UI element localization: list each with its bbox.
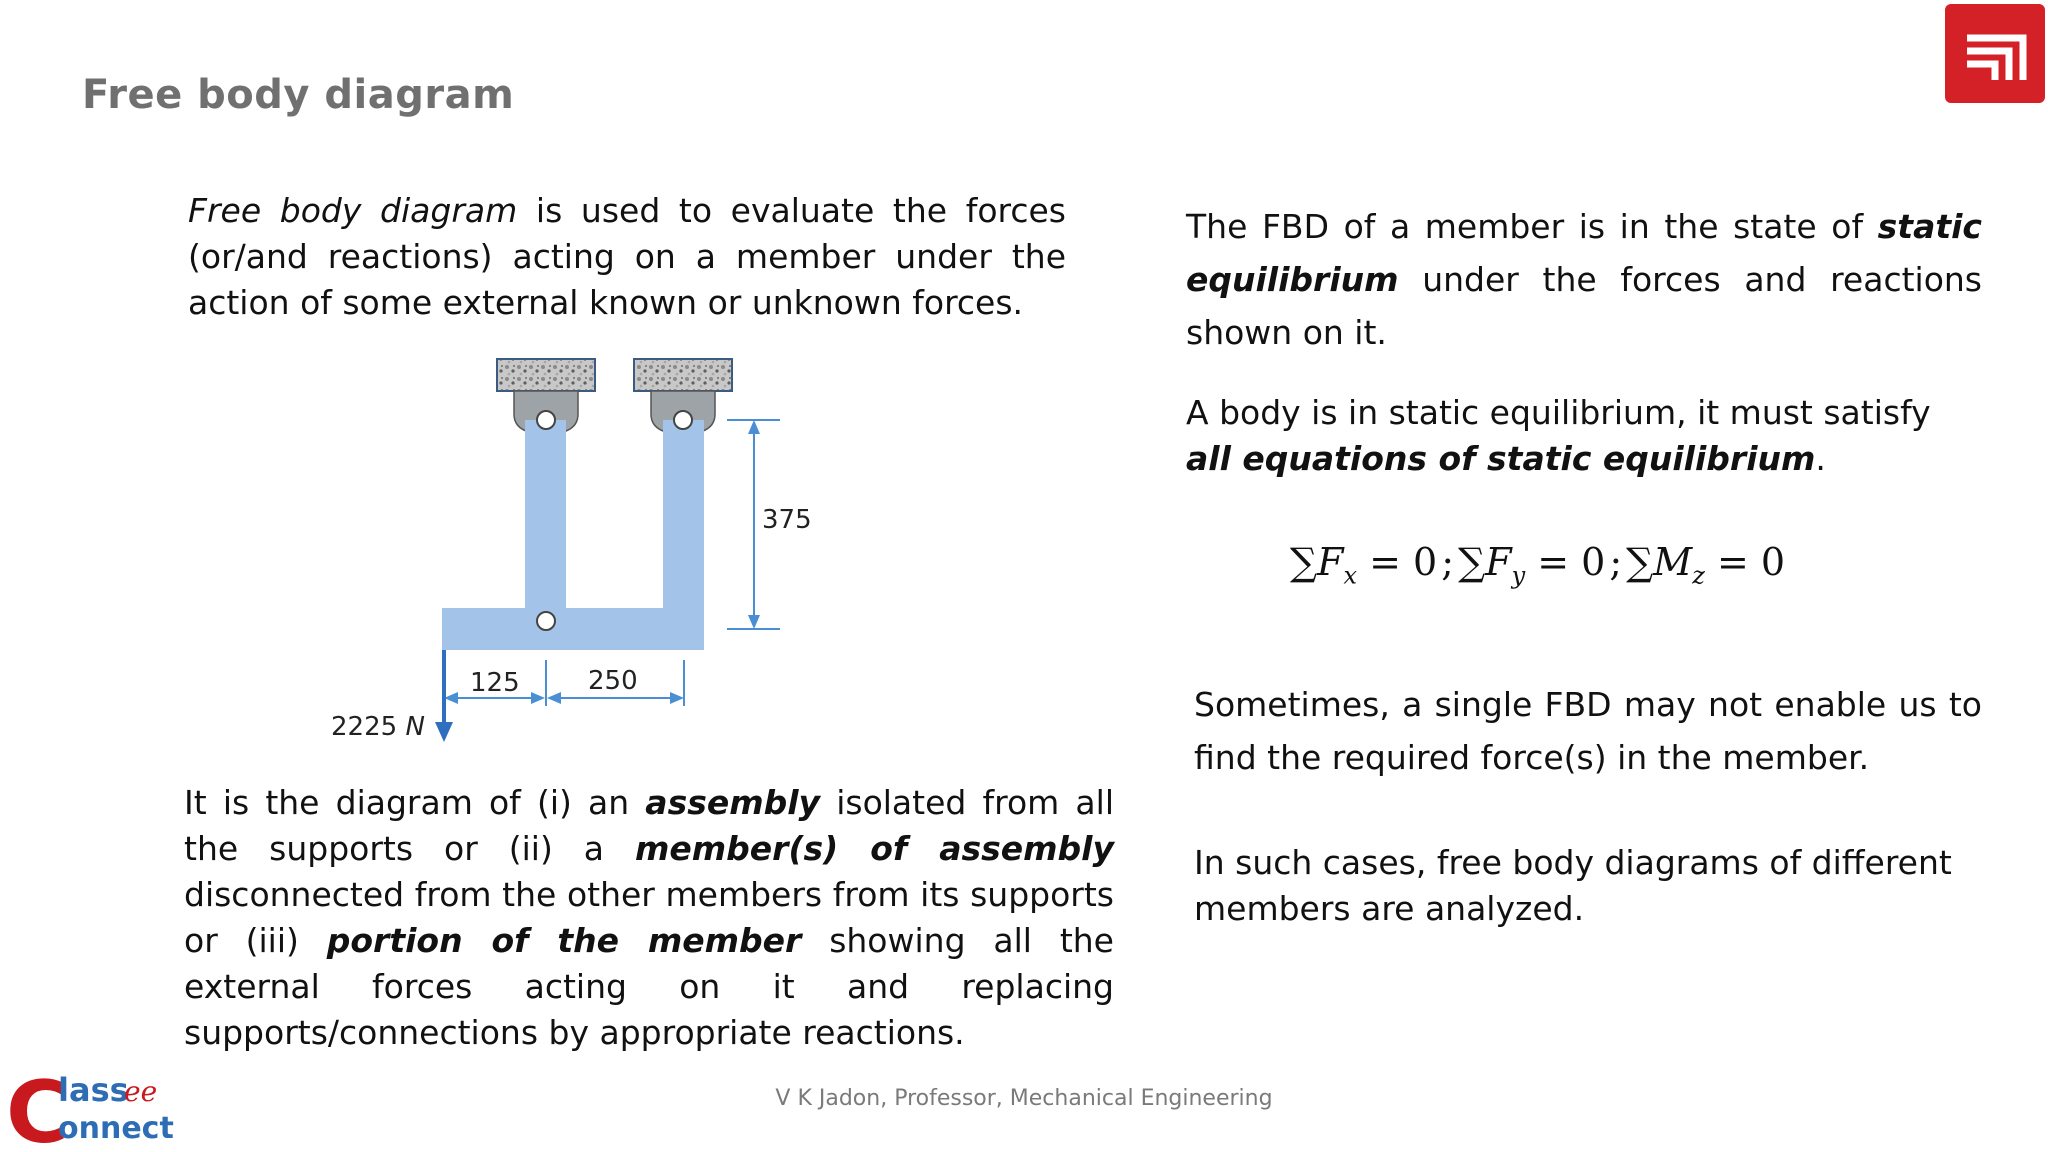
corner-logo [1945, 4, 2045, 103]
intro-text: is used to evaluate the forces (or/and reactions) acting on a member under the action of some external known or unknown forces. [188, 191, 1066, 322]
intro-paragraph [188, 188, 1066, 326]
left-top-pin [537, 411, 555, 429]
bracket-diagram [300, 340, 840, 760]
sigma-symbol: ∑ [1458, 540, 1486, 584]
slide-title: Free body diagram [82, 72, 515, 118]
static-eq-text-1: A body is in static equilibrium, it must satisfy [1186, 393, 1931, 432]
force-symbol-x: F [1317, 540, 1344, 584]
equals-zero-z: = 0 [1704, 540, 1786, 584]
dim-right-arrow-start [547, 692, 561, 704]
l-shaped-member [442, 420, 704, 650]
right-top-pin [674, 411, 692, 429]
dim-left-arrow-end [531, 692, 545, 704]
logo-initial: C [6, 1066, 70, 1150]
sometimes-paragraph: Sometimes, a single FBD may not enable us to find the required force(s) in the member. [1194, 685, 1982, 777]
definition-bold-assembly: assembly [645, 783, 821, 822]
dim-vertical-arrow-bottom [748, 615, 760, 629]
fbd-state-paragraph [1186, 200, 1982, 359]
equals-zero-y: = 0 [1525, 540, 1606, 584]
dim-left-arrow-start [444, 692, 458, 704]
definition-text-4: showing all the external forces acting on it and replacing supports/connections by appropriate reactions. [184, 921, 1114, 1052]
dim-vertical-arrow-top [748, 420, 760, 434]
subscript-y: y [1511, 561, 1526, 590]
force-arrow-head [435, 722, 453, 742]
force-unit: N [405, 712, 425, 742]
static-eq-text-2: . [1815, 439, 1826, 478]
definition-bold-portion: portion of the member [326, 921, 802, 960]
definition-bold-members: member(s) of assembly [635, 829, 1115, 868]
force-symbol-y: F [1485, 540, 1512, 584]
separator-2: ; [1609, 540, 1623, 584]
dim-right-arrow-end [670, 692, 684, 704]
dimension-125-label: 125 [470, 668, 520, 698]
sigma-symbol: ∑ [1626, 540, 1654, 584]
subscript-x: x [1343, 561, 1358, 590]
definition-text-1: It is the diagram of (i) an [184, 783, 646, 822]
left-wall-support [497, 359, 595, 391]
force-label [331, 712, 425, 742]
separator-1: ; [1441, 540, 1455, 584]
bottom-pin [537, 612, 555, 630]
fbd-state-text-1: The FBD of a member is in the state of [1186, 207, 1878, 246]
class-connect-logo [6, 1066, 176, 1150]
definition-text-3: disconnected from the other members from its supports or (iii) [184, 875, 1114, 960]
dimension-375-label: 375 [762, 505, 812, 535]
intro-italic: Free body diagram [188, 191, 518, 230]
logo-line1: lass [58, 1071, 129, 1109]
cases-paragraph: In such cases, free body diagrams of different members are analyzed. [1194, 843, 1952, 928]
equals-zero-x: = 0 [1357, 540, 1438, 584]
footer-credit: V K Jadon, Professor, Mechanical Engineering [775, 1086, 1273, 1111]
sigma-symbol: ∑ [1290, 540, 1318, 584]
static-equilibrium-paragraph [1186, 390, 1982, 482]
force-value: 2225 [331, 712, 406, 742]
definition-paragraph [184, 780, 1114, 1056]
equilibrium-equations [1290, 540, 1785, 590]
dimension-250-label: 250 [588, 666, 638, 696]
right-wall-support [634, 359, 732, 391]
definition-text-2: isolated from all the supports or (ii) a [184, 783, 1114, 868]
corner-logo-icon [1945, 4, 2045, 103]
fbd-state-bold: static equilibrium [1186, 207, 1982, 299]
moment-symbol: M [1653, 540, 1693, 584]
subscript-z: z [1692, 561, 1705, 590]
logo-line2: onnect [58, 1111, 174, 1146]
fbd-state-text-2: under the forces and reactions shown on it. [1186, 260, 1982, 352]
static-eq-bold: all equations of static equilibrium [1186, 439, 1816, 478]
logo-mark: ee [124, 1075, 158, 1108]
